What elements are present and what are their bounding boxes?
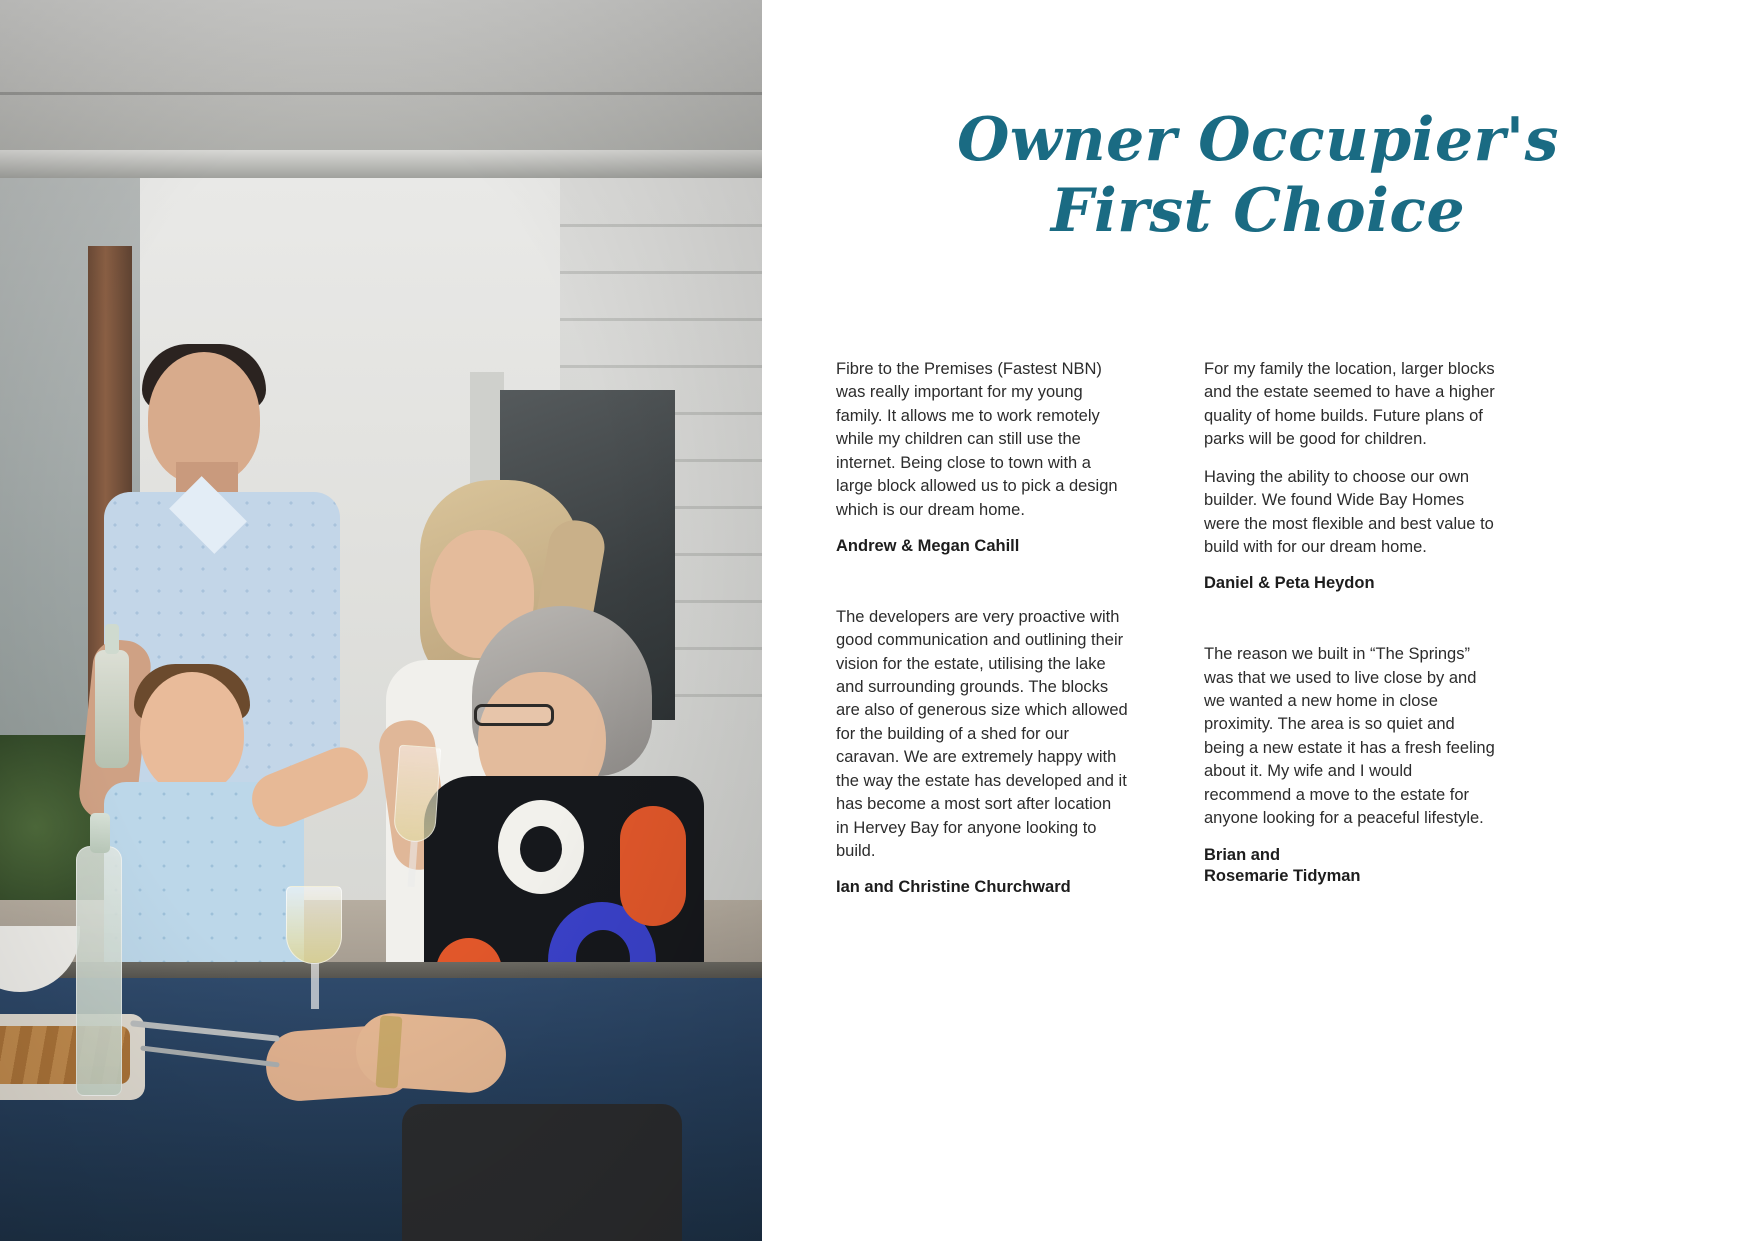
page-title-line-2: First Choice (1050, 175, 1466, 246)
photo-ceiling-beam (0, 150, 762, 180)
photo-chair (402, 1104, 682, 1241)
photo-bottle-held (95, 650, 129, 768)
photo-boy-head (140, 672, 244, 794)
testimonial-author: Daniel & Peta Heydon (1204, 574, 1375, 593)
testimonials-column-left (836, 358, 1128, 899)
page-title-line-1: Owner Occupier's (957, 105, 1559, 175)
photo-pattern-shape (620, 806, 686, 926)
page-title (762, 105, 1754, 246)
testimonials-column-right (1204, 358, 1496, 899)
photo-wine-glass-held (393, 745, 442, 844)
photo-grandmother-glasses (474, 704, 554, 726)
testimonial-quote-continued: Having the ability to choose our own builder. We found Wide Bay Homes were the most flexible and best value to build with for our dream home. (1204, 467, 1494, 556)
testimonial-author: Andrew & Megan Cahill (836, 536, 1020, 555)
testimonial-quote: The developers are very proactive with good communication and outlining their vision for the estate, utilising the lake and surrounding grounds. The blocks are also of generous size which allowed for the building of a shed for our caravan. We are extremely happy with the way the estate has developed and it has become a most sort after location in Hervey Bay for anyone looking to build. (836, 607, 1128, 860)
photo-wine-glass-on-table (286, 886, 342, 964)
testimonial-quote: The reason we built in “The Springs” was that we used to live close by and we wanted a new home in close proximity. The area is so quiet and being a new estate it has a fresh feeling about it. My wife and I would recommend a move to the estate for anyone looking for a peaceful lifestyle. (1204, 645, 1495, 828)
content-panel (762, 0, 1754, 1241)
testimonial-quote: Fibre to the Premises (Fastest NBN) was really important for my young family. It allows me to work remotely while my children can still use the internet. Being close to town with a large block allowed us to pick a design which is our dream home. (836, 360, 1118, 519)
testimonial-author: Ian and Christine Churchward (836, 878, 1071, 897)
testimonials-columns (836, 358, 1496, 899)
family-gathering-outdoor-dining-photo (0, 0, 762, 1241)
testimonial-author (1204, 845, 1496, 889)
photo-bottle-on-table (76, 846, 122, 1096)
photo-pattern-shape (520, 826, 562, 872)
testimonial-author-line-1: Brian and (1204, 845, 1281, 864)
testimonial-quote: For my family the location, larger blocks and the estate seemed to have a higher quality of home builds. Future plans of parks will be good for children. (1204, 360, 1495, 449)
testimonial-author-line-2: Rosemarie Tidyman (1204, 867, 1361, 886)
